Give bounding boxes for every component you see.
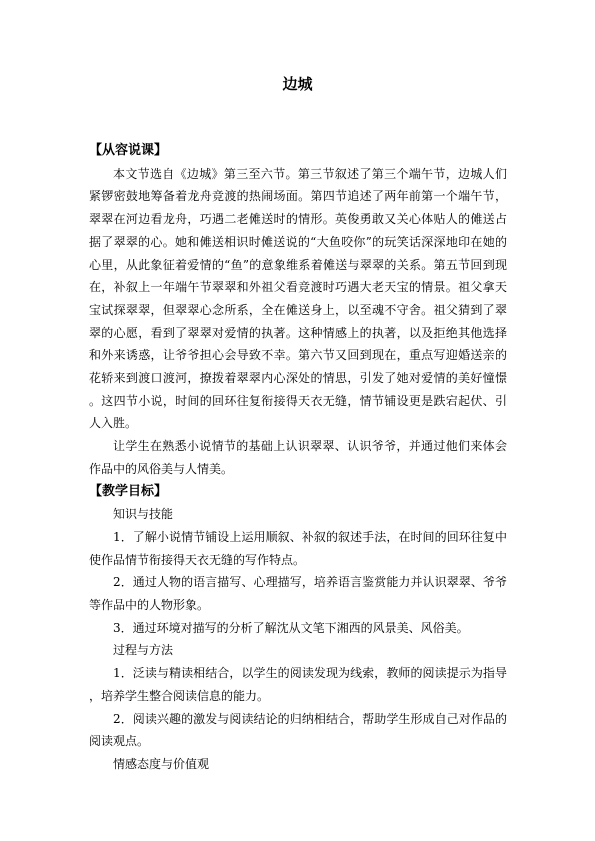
list-item: 2．通过人物的语言描写、心理描写，培养语言鉴赏能力并认识翠翠、爷爷等作品中的人物形象。: [89, 575, 507, 613]
subheading-emotion-values: 情感态度与价值观: [113, 756, 210, 771]
list-item: 1．了解小说情节铺设上运用顺叙、补叙的叙述手法，在时间的回环往复中使作品情节衔接得天衣无缝的写作特点。: [89, 529, 507, 567]
list-item: 2．阅读兴趣的激发与阅读结论的归纳相结合，帮助学生形成自己对作品的阅读观点。: [89, 711, 507, 749]
subheading-knowledge-skills: 知识与技能: [113, 507, 174, 522]
section-heading-lesson-talk: 【从容说课】: [89, 143, 168, 158]
list-item: 3．通过环境对描写的分析了解沈从文笔下湘西的风景美、风俗美。: [113, 620, 469, 635]
subheading-process-methods: 过程与方法: [113, 643, 174, 658]
section-heading-teaching-goals: 【教学目标】: [89, 483, 168, 499]
paragraph: 让学生在熟悉小说情节的基础上认识翠翠、认识爷爷，并通过他们来体会作品中的风俗美与人情美。: [89, 439, 507, 476]
list-item: 1．泛读与精读相结合，以学生的阅读发现为线索，教师的阅读提示为指导，培养学生整合阅读信息的能力。: [89, 666, 507, 703]
paragraph: 本文节选自《边城》第三至六节。第三节叙述了第三个端午节，边城人们紧锣密鼓地筹备着龙舟竞渡的热闹场面。第四节追述了两年前第一个端午节，翠翠在河边看龙舟，巧遇二老傩送时的情形。英俊勇敢又关心体贴人的傩送占据了翠翠的心。她和傩送相识时傩送说的“大鱼咬你”的玩笑话深深地印在她的心里，从此象征着爱情的“鱼”的意象维系着傩送与翠翠的关系。第五节回到现在，补叙上一年端午节翠翠和外祖父看竞渡时巧遇大老天宝的情景。祖父拿天宝试探翠翠，但翠翠心念所系，全在傩送身上，以至魂不守舍。祖父猜到了翠翠的心愿，看到了翠翠对爱情的执著。这种情感上的执著，以及拒绝其他选择和外来诱惑，让爷爷担心会导致不幸。第六节又回到现在，重点写迎婚送亲的花轿来到渡口渡河，撩拨着翠翠内心深处的情思，引发了她对爱情的美好憧憬。这四节小说，时间的回环往复衔接得天衣无缝，情节铺设更是跌宕起伏、引人入胜。: [89, 166, 507, 431]
document-body: [89, 140, 507, 776]
document-title: 边城: [282, 75, 313, 93]
